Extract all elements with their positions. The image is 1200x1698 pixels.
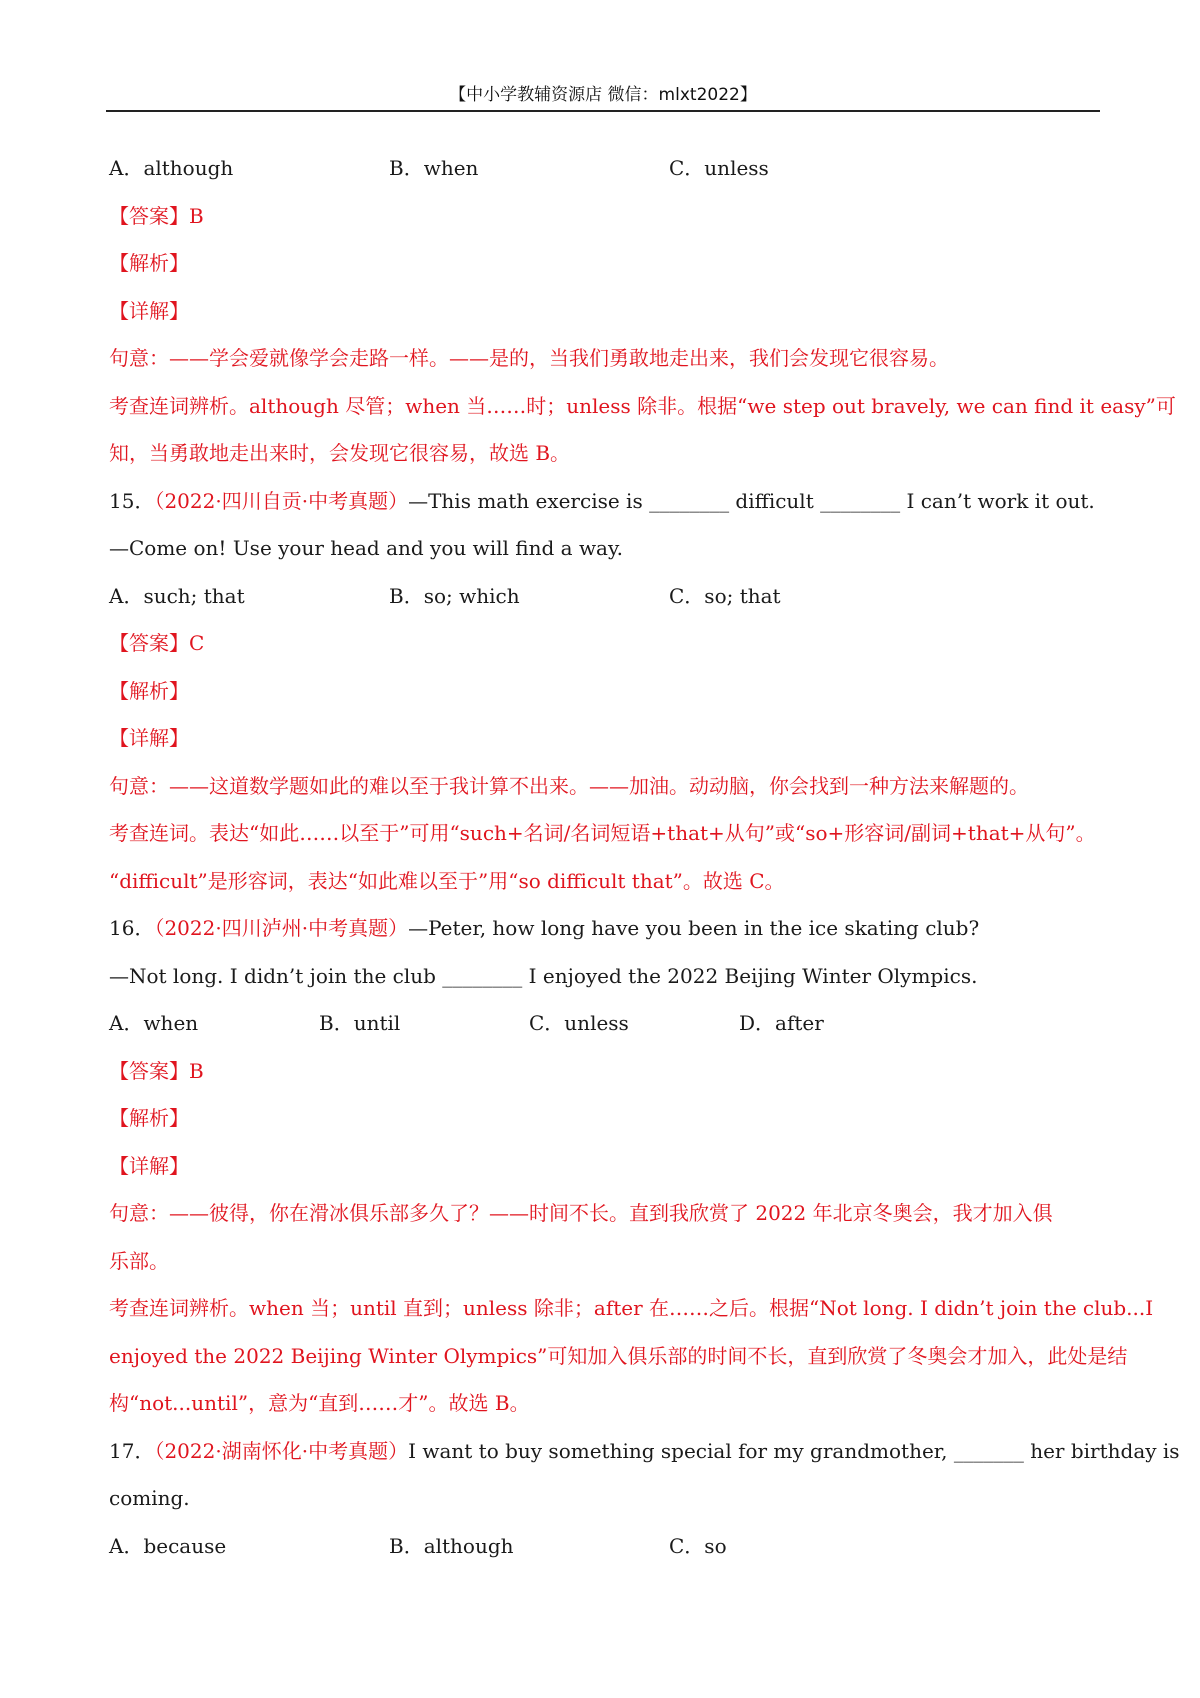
q14-analysis-label: 【解析】: [109, 251, 189, 275]
q15-explanation-line: 考查连词。表达“如此……以至于”可用“such+名词/名词短语+that+从句”或“so+形容词/副词+that+从句”。: [109, 821, 1096, 845]
q15-answer: 【答案】C: [109, 631, 205, 655]
q16-options: [109, 1000, 1099, 1048]
q16-stem-text: —Peter, how long have you been in the ice skating club?: [408, 916, 980, 940]
q15-stem-text: —This math exercise is ________ difficult ________ I can’t work it out.: [408, 488, 1095, 513]
q15-option-b: B．so; which: [389, 583, 520, 608]
q17-number: 17．: [109, 1438, 155, 1463]
q15-option-c: C．so; that: [669, 583, 781, 608]
q15-explanation-line: 句意：——这道数学题如此的难以至于我计算不出来。——加油。动动脑，你会找到一种方法来解题的。: [109, 773, 1029, 798]
q14-detail-label: 【详解】: [109, 298, 189, 323]
q17-source: （2022·湖南怀化·中考真题）: [154, 1438, 409, 1463]
q16-analysis-label: 【解析】: [109, 1106, 189, 1130]
q17-stem: [109, 1428, 1180, 1476]
q14-answer: 【答案】B: [109, 203, 204, 228]
q14-option-c: C．unless: [669, 156, 769, 180]
q16-stem-line: —Not long. I didn’t join the club ________ I enjoyed the 2022 Beijing Winter Olympics.: [109, 963, 978, 988]
q15-option-a: A．such; that: [109, 583, 245, 608]
q16-option-a: A．when: [109, 1011, 199, 1035]
q14-explanation-line: 句意：——学会爱就像学会走路一样。——是的，当我们勇敢地走出来，我们会发现它很容易。: [109, 346, 949, 370]
q16-explanation-line: enjoyed the 2022 Beijing Winter Olympics”可知加入俱乐部的时间不长，直到欣赏了冬奥会才加入，此处是结: [109, 1343, 1128, 1368]
page-content: [109, 145, 1180, 1570]
q15-number: 15．: [109, 488, 155, 513]
q15-source: （2022·四川自贡·中考真题）: [154, 488, 409, 513]
q16-explanation-line: 句意：——彼得，你在滑冰俱乐部多久了？——时间不长。直到我欣赏了 2022 年北京冬奥会，我才加入俱: [109, 1201, 1053, 1225]
q16-explanation-line: 乐部。: [109, 1248, 169, 1273]
q17-option-a: A．because: [109, 1533, 227, 1558]
q15-analysis-label: 【解析】: [109, 678, 189, 703]
q15-stem-line: —Come on! Use your head and you will find a way.: [109, 536, 623, 560]
q17-option-c: C．so: [669, 1533, 727, 1558]
q16-source: （2022·四川泸州·中考真题）: [154, 916, 409, 940]
q14-option-b: B．when: [389, 156, 479, 180]
q15-options: [109, 573, 1099, 621]
q17-option-b: B．although: [389, 1533, 514, 1558]
q17-stem-line: coming.: [109, 1486, 190, 1510]
q17-stem-text: I want to buy something special for my grandmother, _______ her birthday is: [408, 1438, 1180, 1463]
q16-explanation-line: 构“not...until”，意为“直到……才”。故选 B。: [109, 1391, 530, 1415]
page-header: 【中小学教辅资源店 微信：mlxt2022】: [449, 85, 757, 105]
q15-stem: [109, 478, 1099, 526]
q16-stem: [109, 905, 1099, 953]
q16-detail-label: 【详解】: [109, 1153, 189, 1178]
q14-explanation-line: 知，当勇敢地走出来时，会发现它很容易，故选 B。: [109, 441, 571, 465]
q14-explanation-line: 考查连词辨析。although 尽管；when 当……时；unless 除非。根据“we step out bravely, we can find it easy”可: [109, 393, 1176, 418]
q15-explanation-line: “difficult”是形容词，表达“如此难以至于”用“so difficult that”。故选 C。: [109, 868, 785, 893]
q15-detail-label: 【详解】: [109, 726, 189, 750]
q16-answer: 【答案】B: [109, 1058, 204, 1083]
q14-options: [109, 145, 1099, 193]
q17-options: [109, 1523, 1099, 1571]
q16-option-d: D．after: [739, 1011, 824, 1035]
q16-option-b: B．until: [319, 1011, 401, 1035]
header-rule: [106, 110, 1100, 112]
q16-number: 16．: [109, 916, 155, 940]
q16-option-c: C．unless: [529, 1011, 629, 1035]
q14-option-a: A．although: [109, 156, 234, 180]
q16-explanation-line: 考查连词辨析。when 当；until 直到；unless 除非；after 在……之后。根据“Not long. I didn’t join the club...I: [109, 1296, 1154, 1320]
